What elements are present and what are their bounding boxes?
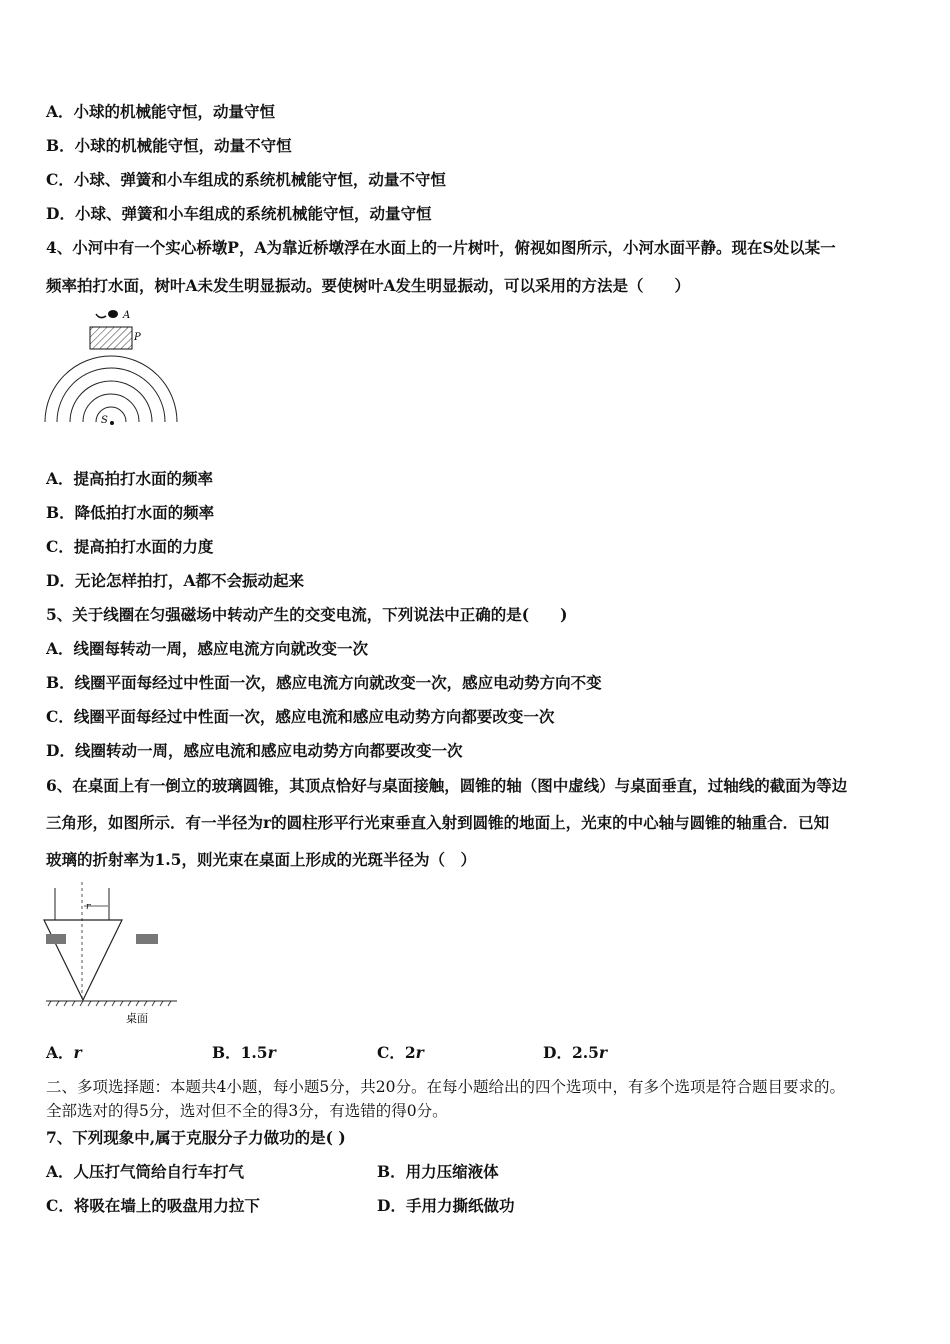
- svg-text:P: P: [134, 332, 141, 343]
- q3-option-a: A．小球的机械能守恒，动量守恒: [46, 102, 276, 121]
- section2-heading-line-2: 全部选对的得5分，选对但不全的得3分，有选错的得0分。: [46, 1102, 448, 1120]
- q7-option-a: A．人压打气筒给自行车打气: [46, 1162, 245, 1181]
- option-value: r: [415, 1043, 424, 1062]
- option-letter: A．: [46, 1043, 74, 1062]
- q4-wave-figure: [40, 302, 185, 432]
- option-letter: D．2.5: [543, 1043, 599, 1062]
- q7-option-c: C．将吸在墙上的吸盘用力拉下: [46, 1196, 260, 1215]
- q6-option-a: [46, 1043, 82, 1063]
- q6-option-d: [543, 1043, 607, 1063]
- q6-stem-line-3: 玻璃的折射率为1.5，则光束在桌面上形成的光斑半径为（ ）: [46, 850, 476, 869]
- q5-option-c: C．线圈平面每经过中性面一次，感应电流和感应电动势方向都要改变一次: [46, 707, 555, 726]
- q7-stem: 7、下列现象中,属于克服分子力做功的是( ): [46, 1128, 346, 1147]
- option-value: r: [598, 1043, 608, 1062]
- q5-option-a: A．线圈每转动一周，感应电流方向就改变一次: [46, 639, 369, 658]
- q5-stem: 5、关于线圈在匀强磁场中转动产生的交变电流，下列说法中正确的是( ): [46, 605, 568, 624]
- q4-stem-line-1: 4、小河中有一个实心桥墩P，A为靠近桥墩浮在水面上的一片树叶，俯视如图所示，小河水面平静。现在S处以某一: [46, 238, 836, 257]
- q4-option-b: B．降低拍打水面的频率: [46, 503, 215, 522]
- q6-stem-line-1: 6、在桌面上有一倒立的玻璃圆锥，其顶点恰好与桌面接触，圆锥的轴（图中虚线）与桌面垂直，过轴线的截面为等边: [46, 776, 848, 795]
- svg-text:桌面: 桌面: [126, 1012, 148, 1025]
- q6-option-b: [212, 1043, 276, 1063]
- q3-option-d: D．小球、弹簧和小车组成的系统机械能守恒，动量守恒: [46, 204, 432, 223]
- q7-option-d: D．手用力撕纸做功: [377, 1196, 515, 1215]
- svg-text:A: A: [123, 310, 131, 321]
- q3-option-b: B．小球的机械能守恒，动量不守恒: [46, 136, 292, 155]
- option-value: r: [267, 1043, 276, 1062]
- q4-option-a: A．提高拍打水面的频率: [46, 469, 214, 488]
- q6-option-c: [377, 1043, 424, 1063]
- q4-option-c: C．提高拍打水面的力度: [46, 537, 214, 556]
- svg-text:r: r: [86, 902, 91, 912]
- svg-text:S: S: [101, 415, 108, 426]
- option-letter: B．1.5: [212, 1043, 268, 1062]
- q4-stem-line-2: 频率拍打水面，树叶A未发生明显振动。要使树叶A发生明显振动，可以采用的方法是（ ）: [46, 276, 691, 295]
- section2-heading-line-1: 二、多项选择题：本题共4小题，每小题5分，共20分。在每小题给出的四个选项中，有多个选项是符合题目要求的。: [46, 1078, 845, 1096]
- option-value: r: [73, 1043, 82, 1062]
- option-letter: C．2: [377, 1043, 416, 1062]
- q4-option-d: D．无论怎样拍打，A都不会振动起来: [46, 571, 304, 590]
- q6-stem-line-2: 三角形，如图所示．有一半径为r的圆柱形平行光束垂直入射到圆锥的地面上，光束的中心轴与圆锥的轴重合．已知: [46, 813, 830, 832]
- q5-option-b: B．线圈平面每经过中性面一次，感应电流方向就改变一次，感应电动势方向不变: [46, 673, 602, 692]
- q6-cone-figure: [42, 882, 182, 1027]
- q5-option-d: D．线圈转动一周，感应电流和感应电动势方向都要改变一次: [46, 741, 463, 760]
- q3-option-c: C．小球、弹簧和小车组成的系统机械能守恒，动量不守恒: [46, 170, 446, 189]
- q7-option-b: B．用力压缩液体: [377, 1162, 499, 1181]
